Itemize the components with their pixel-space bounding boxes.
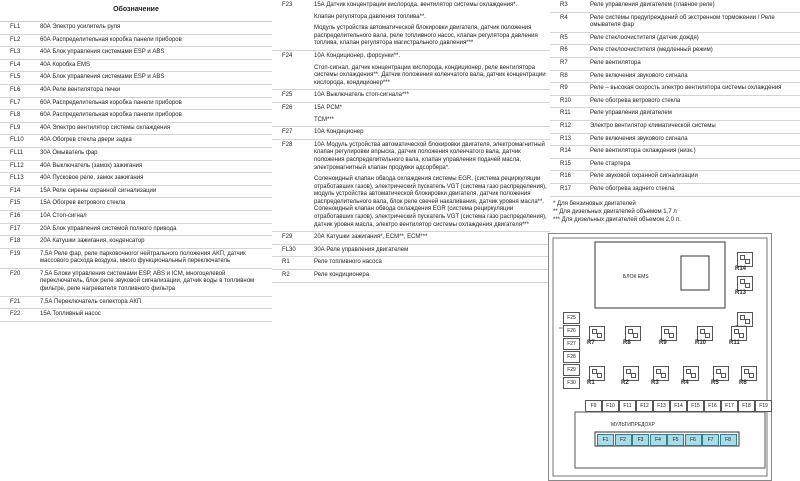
fuse-box-diagram [548, 233, 772, 481]
table-header: Обозначение [0, 0, 272, 22]
relay-code: R15 [560, 160, 572, 167]
table-row [0, 309, 272, 322]
relay-code: R8 [560, 72, 568, 79]
fuse-code: FL9 [10, 124, 21, 131]
multi-fuse: F4 [650, 434, 667, 446]
table-row [550, 71, 800, 84]
fuse-description: 40А Блок управления системами ESP и ABS [40, 49, 165, 56]
relay-label: R2 [621, 380, 629, 386]
description-paragraph: 10А Выключатель стоп-сигнала*** [314, 92, 409, 99]
fuse-slot: F18 [738, 400, 755, 412]
footnotes [550, 197, 800, 224]
table-row [0, 22, 272, 35]
fuse-code: F25 [282, 92, 293, 99]
relay-code: R13 [560, 135, 572, 142]
multi-fuse: F7 [702, 434, 719, 446]
relay-label: R7 [587, 340, 595, 346]
table-row [272, 51, 550, 90]
table-row [550, 45, 800, 58]
relay-socket [731, 326, 747, 341]
relay-code: R3 [560, 2, 568, 8]
relay-code: R9 [560, 85, 568, 92]
fuse-slot: F16 [704, 400, 721, 412]
fuse-code: FL3 [10, 49, 21, 56]
description-paragraph: TCM*** [314, 116, 335, 123]
table-row [0, 35, 272, 48]
fuse-code: FL13 [10, 175, 24, 182]
multi-fuse: F2 [615, 434, 632, 446]
table-row [550, 96, 800, 109]
relay-label: R5 [711, 380, 719, 386]
fuse-code: F20 [10, 270, 21, 277]
description-paragraph: Модуль устройства автоматической блокировки двигателя, датчик положения распределительного вала, реле топливного насос, клапан регулятора давления топлива, клапан регулятора магистрального давления*** [314, 25, 538, 47]
fuse-code: FL6 [10, 86, 21, 93]
relay-socket [623, 366, 639, 381]
multi-fuse: F3 [632, 434, 649, 446]
fuse-description [314, 103, 550, 126]
fuse-code: F18 [10, 238, 21, 245]
fuse-code: FL4 [10, 61, 21, 68]
fuse-slot: F15 [687, 400, 704, 412]
relay-socket [589, 366, 605, 381]
table-row [272, 140, 550, 233]
description-paragraph: Соленоидный клапан обвода охлаждения системы EGR, (система рециркуляции отработавших газов), электрический пускатель VGT (система газо распределения), модуль устройства автоматической блокировки двигателя, датчик положения распределительного вала, блок реле свечей накаливания, датчик уровня масла**. Соленоидный клапан обвода охлаждения EGR (система рециркуляции отработавших газов), электрический пускатель VGT (система газо распределения), датчик уровня масла, электро вентилятор системы охлаждения двигателя*** [314, 176, 547, 228]
relay-code: R14 [560, 148, 572, 155]
fuse-slot: F12 [636, 400, 653, 412]
relay-code: R12 [560, 122, 572, 129]
table-row [0, 47, 272, 60]
relay-code: R16 [560, 173, 572, 180]
fuse-slot: F19 [755, 400, 772, 412]
fuse-code: FL1 [10, 24, 21, 30]
fuse-code: F16 [10, 212, 21, 219]
table-row [0, 161, 272, 174]
relay-description: Реле обогрева ветрового стекла [590, 97, 681, 104]
relay-code: R11 [560, 110, 571, 117]
relay-label: R10 [695, 340, 707, 346]
fuse-code: FL30 [282, 246, 296, 253]
multi-fuse: F6 [685, 434, 702, 446]
table-row [0, 110, 272, 123]
fuse-code: F23 [282, 2, 293, 8]
fuse-code: FL8 [10, 112, 21, 119]
table-row [550, 121, 800, 134]
table-row [550, 13, 800, 33]
footnote: *** Для дизельных двигателей объемом 2,0 л. [553, 216, 681, 223]
table-row [550, 134, 800, 147]
description-paragraph: 15А Датчик концентрации кислорода, вентилятор системы охлаждения*. [314, 2, 518, 8]
relay-label: R13 [735, 290, 747, 296]
relay-description: Реле включения звукового сигнала [590, 135, 688, 142]
multi-fuse-label: МУЛЬТИПРЕДОХР [611, 422, 655, 428]
relay-socket [661, 326, 677, 341]
fuse-code: F29 [282, 234, 293, 241]
relay-socket [737, 276, 753, 291]
relay-description: Реле вентилятора охлаждения (низк.) [590, 148, 696, 155]
multi-fuse: F8 [720, 434, 737, 446]
relay-description: Реле включения звукового сигнала [590, 72, 688, 79]
fuse-code: FL2 [10, 36, 21, 43]
description-paragraph: 10А Модуль устройства автоматической блокировки двигателя, электромагнитный клапан регулировки впрыска, датчик положения коленчатого вала, датчик положения распределительного вала, клапан управления подачей масла, электромагнитный клапан продувки адсорбера*. [314, 141, 545, 171]
relay-code: R17 [560, 185, 572, 192]
relay-code: R5 [560, 34, 568, 41]
table-row [0, 72, 272, 85]
relay-socket [697, 326, 713, 341]
fuse-code: F19 [10, 250, 21, 257]
fuse-description: 15А Обогрев ветрового стекла [40, 200, 126, 207]
relay-description: Реле стартера [590, 160, 631, 167]
fuse-slot: F17 [721, 400, 738, 412]
fuse-description: 40А Блок управления системами ESP и ABS [40, 74, 165, 81]
table-row [0, 269, 272, 297]
fuse-slot: F13 [653, 400, 670, 412]
table-row [272, 103, 550, 127]
description-paragraph: 20А Катушки зажигания*, ECM**, ECM*** [314, 234, 428, 241]
relay-description: Реле звуковой охранной сигнализации [590, 173, 698, 180]
relay-label: R9 [659, 340, 667, 346]
relay-socket [737, 252, 753, 267]
fuse-description: 15А Реле сирены охранной сигнализации [40, 187, 157, 194]
table-row [0, 98, 272, 111]
relay-label: R11 [729, 340, 740, 346]
fuse-slot: F30 [563, 377, 580, 389]
relay-socket [713, 366, 729, 381]
fuse-description: 60А Распределительная коробка панели приборов [40, 112, 182, 119]
table-row [0, 211, 272, 224]
relay-description: Реле управления двигателем (главное реле) [590, 2, 715, 8]
fuse-description [314, 51, 550, 89]
relay-description: Реле стеклоочистителя (медленный режим) [590, 47, 713, 54]
table-row [0, 173, 272, 186]
relay-code: R10 [560, 97, 572, 104]
fuse-description: 40А Коробка EMS [40, 61, 91, 68]
fuse-description: 60А Распределительная коробка панели приборов [40, 36, 182, 43]
fuse-description [314, 257, 550, 269]
fuse-description [314, 245, 550, 257]
fuse-description [314, 90, 550, 102]
fuse-description: 30А Омыватель фар [40, 149, 98, 156]
description-paragraph: Реле топливного насоса [314, 259, 382, 266]
fuse-code: R2 [282, 272, 290, 279]
fuse-description: 7,5А Реле фар, реле парковочного/ нейтрального положения АКП, датчик массового расхода воздуха, много функциональный переключатель [40, 250, 246, 265]
table-row [550, 159, 800, 172]
table-row [272, 0, 550, 51]
table-row [0, 236, 272, 249]
fuse-code: R1 [282, 259, 290, 266]
relay-code: R6 [560, 47, 568, 54]
fuse-code: F27 [282, 129, 293, 136]
table-row [550, 184, 800, 197]
footnote: * Для бензиновых двигателей [553, 200, 636, 207]
relay-description: Реле – высокая скорость электро вентилятора системы охлаждения [590, 85, 782, 92]
relay-label: R14 [735, 266, 747, 272]
description-paragraph: 30А Реле управления двигателем [314, 246, 409, 253]
fuse-table-middle [272, 0, 550, 283]
fuse-description: 40А Обогрев стекла двери задка [40, 137, 132, 144]
fuse-code: F21 [10, 298, 21, 305]
table-row [0, 135, 272, 148]
description-paragraph: 10А Кондиционер [314, 129, 364, 136]
fuse-slot: F9 [585, 400, 602, 412]
fuse-slot: F14 [670, 400, 687, 412]
relay-socket [589, 326, 605, 341]
relay-socket [653, 366, 669, 381]
relay-label: R4 [681, 380, 689, 386]
fuse-slot: F11 [619, 400, 636, 412]
table-row [0, 123, 272, 136]
relay-code: R4 [560, 14, 568, 21]
relay-description: Реле системы предупреждений об экстренном торможении / Реле омывателя фар [590, 14, 775, 29]
fuse-description [314, 140, 550, 232]
fuse-slot: F29 [563, 364, 580, 376]
table-row [0, 148, 272, 161]
fuse-description: 10А Стоп-сигнал [40, 212, 87, 219]
fuse-code: FL11 [10, 149, 24, 156]
fuse-description [314, 0, 550, 50]
fuse-description: 80А Электро усилитель руля [40, 24, 121, 30]
table-row [550, 146, 800, 159]
relay-description: Реле обогрева заднего стекла [590, 185, 675, 192]
fuse-code: FL12 [10, 162, 24, 169]
fuse-code: F17 [10, 225, 21, 232]
fuse-table-right [550, 0, 800, 224]
relay-description: Реле вентилятора [590, 59, 641, 66]
fuse-code: F24 [282, 52, 293, 59]
multi-fuse: F5 [667, 434, 684, 446]
table-row [0, 60, 272, 73]
fuse-description: 60А Распределительная коробка панели приборов [40, 99, 182, 106]
table-row [0, 198, 272, 211]
fuse-description: 7,5А Блоки управления системами ESP, ABS и ICM, многоцелевой переключатель, блок реле звуковой сигнализации, датчик воды в топливном фильтре, реле нагревателя топливного фильтра [40, 270, 255, 293]
ems-label: БЛОК EMS [623, 274, 649, 280]
fuse-description: 40А Реле вентилятора печки [40, 86, 121, 93]
relay-label: R6 [739, 380, 747, 386]
relay-socket [741, 366, 757, 381]
table-row [550, 171, 800, 184]
table-row [272, 245, 550, 258]
fuse-description [314, 270, 550, 282]
table-row [550, 108, 800, 121]
table-row [272, 127, 550, 140]
relay-description: Реле управления двигателем [590, 110, 672, 117]
relay-label: R1 [587, 380, 595, 386]
fuse-code: FL7 [10, 99, 21, 106]
fuse-code: F28 [282, 141, 293, 148]
fuse-slot: F25 [563, 312, 580, 324]
table-row [272, 270, 550, 283]
relay-code: R7 [560, 59, 568, 66]
fuse-description: 40А Пусковое реле, замок зажигания [40, 175, 144, 182]
fuse-code: FL10 [10, 137, 24, 144]
relay-label: R8 [623, 340, 631, 346]
table-row [272, 232, 550, 245]
fuse-description: 20А Блок управления системой полного привода [40, 225, 177, 232]
fuse-description: 20А Катушки зажигания, конденсатор [40, 238, 145, 245]
description-paragraph: Стоп-сигнал, датчик концентрации кислорода, кондиционер, реле вентилятора системы охлаждения**. Датчик положения коленчатого вала, датчик концентрации кислорода, кондиционер*** [314, 64, 546, 86]
table-row [0, 186, 272, 199]
relay-socket [625, 326, 641, 341]
table-row [550, 58, 800, 71]
fuse-slot: F27 [563, 338, 580, 350]
multi-fuse: F1 [597, 434, 614, 446]
fuse-description: 15А Топливный насос [40, 311, 101, 318]
table-row [550, 83, 800, 96]
table-row [550, 33, 800, 46]
fuse-description: 40А Выключатель (замок) зажигания [40, 162, 143, 169]
description-paragraph: 10А Кондиционер, форсунки**. [314, 52, 401, 59]
relay-description: Электро вентилятор климатической системы [590, 122, 716, 129]
table-row [272, 90, 550, 103]
fuse-slot: F28 [563, 351, 580, 363]
fuse-code: FL5 [10, 74, 21, 81]
relay-description: Реле стеклоочистителя (датчик дождя) [590, 34, 699, 41]
fuse-code: F26 [282, 104, 293, 111]
fuse-slot: F10 [602, 400, 619, 412]
relay-socket [737, 312, 753, 327]
fuse-slot: F26 [563, 325, 580, 337]
footnote: ** Для дизельных двигателей объемом 1,7 л [553, 208, 677, 215]
relay-label: R3 [651, 380, 659, 386]
table-row [0, 297, 272, 310]
table-row [0, 249, 272, 269]
table-row [272, 257, 550, 270]
fuse-table-left [0, 0, 272, 322]
description-paragraph: 15А PCM* [314, 104, 343, 111]
fuse-description [314, 232, 550, 244]
relay-socket [683, 366, 699, 381]
fuse-description: 7,5А Переключатель селектора АКП [40, 298, 142, 305]
description-paragraph: Клапан регулятора давления топлива**. [314, 13, 426, 20]
fuse-description: 40А Электро вентилятор системы охлаждения [40, 124, 171, 131]
fuse-code: F15 [10, 200, 21, 207]
fuse-code: F14 [10, 187, 21, 194]
description-paragraph: Реле кондиционера [314, 272, 370, 279]
table-row [550, 0, 800, 13]
table-row [0, 85, 272, 98]
fuse-description [314, 127, 550, 139]
table-row [0, 224, 272, 237]
fuse-code: F22 [10, 311, 21, 318]
